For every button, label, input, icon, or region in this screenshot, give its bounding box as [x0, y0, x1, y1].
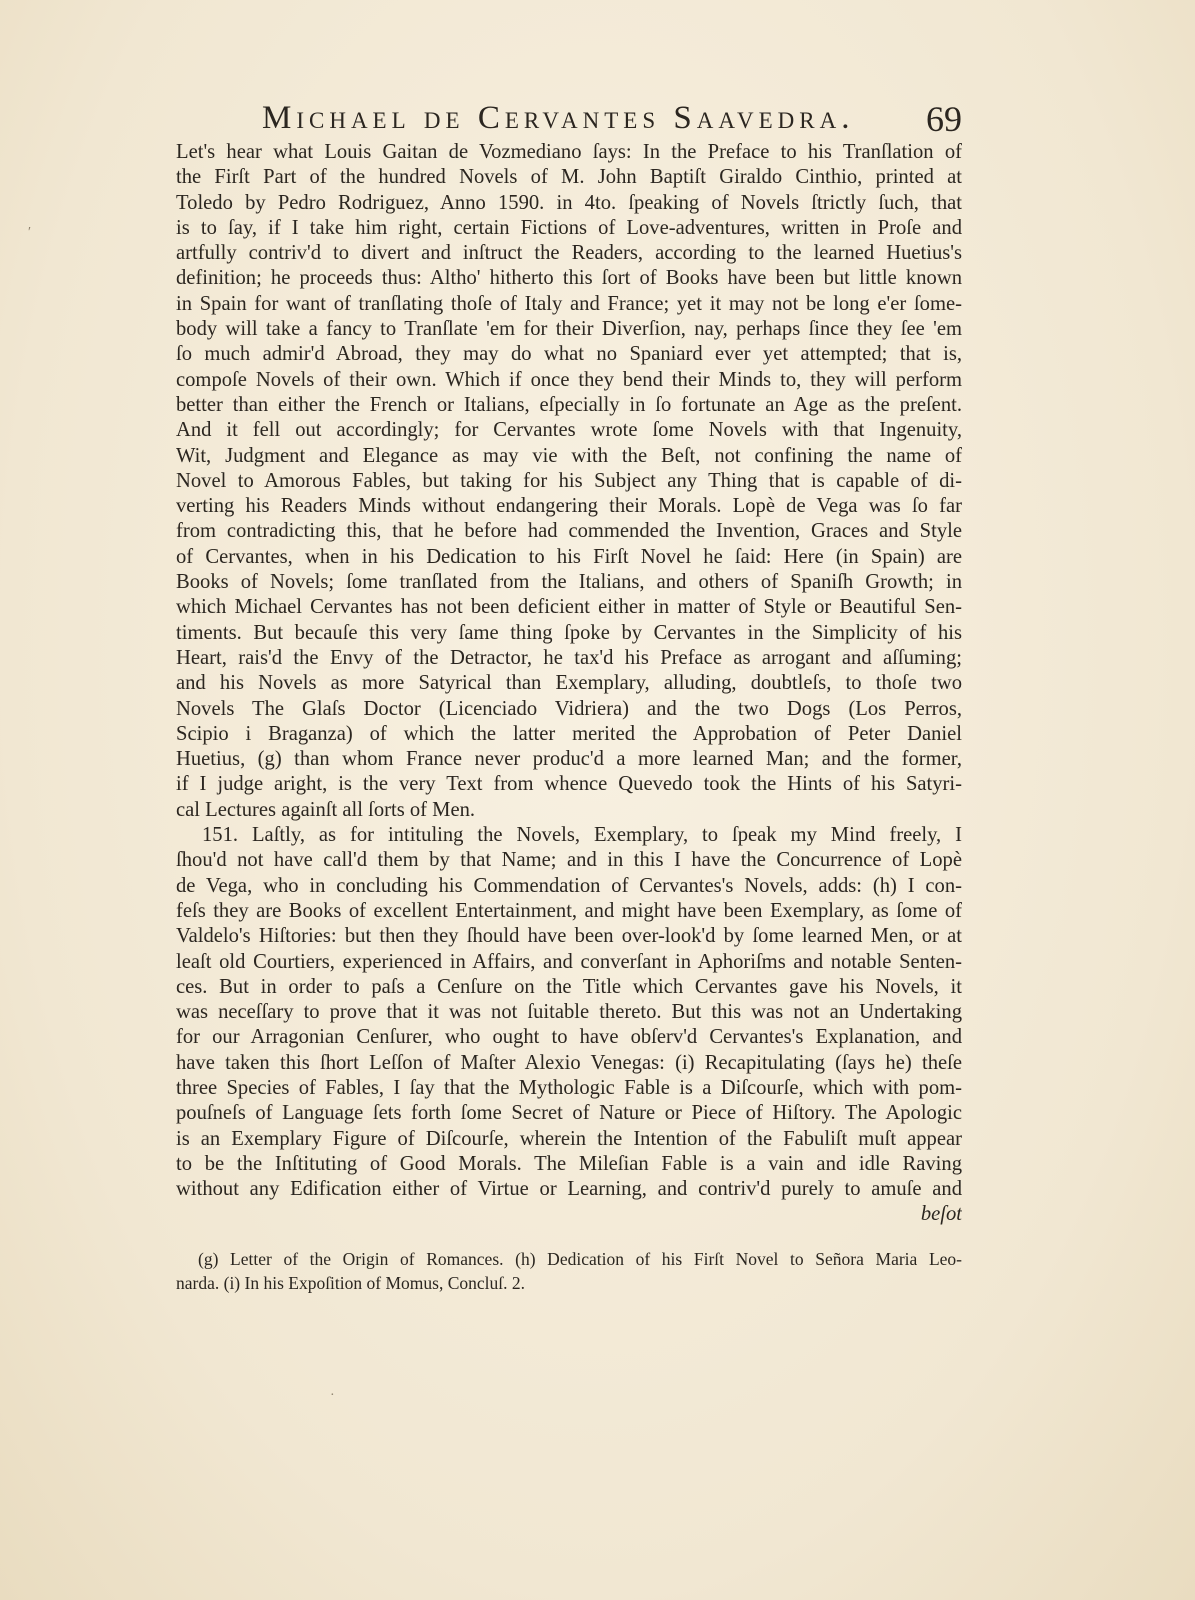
- text-line: for our Arragonian Cenſurer, who ought to have obſerv'd Cervantes's Explanation, and: [176, 1026, 962, 1049]
- text-line: three Species of Fables, I ſay that the Mythologic Fable is a Diſcourſe, which with pom-: [176, 1076, 962, 1099]
- text-line: feſs they are Books of excellent Entertainment, and might have been Exemplary, as ſome of: [176, 899, 962, 922]
- running-title: Michael de Cervantes Saavedra.: [262, 100, 855, 136]
- text-line: ſhou'd not have call'd them by that Name; and in this I have the Concurrence of Lopè: [176, 849, 962, 872]
- page-header: [262, 100, 962, 140]
- text-line: have taken this ſhort Leſſon of Maſter Alexio Venegas: (i) Recapitulating (ſays he) theſe: [176, 1051, 962, 1074]
- text-line: from contradicting this, that he before had commended the Invention, Graces and Style: [176, 520, 962, 543]
- text-line: the Firſt Part of the hundred Novels of M. John Baptiſt Giraldo Cinthio, printed at: [176, 166, 962, 189]
- text-line: verting his Readers Minds without endangering their Morals. Lopè de Vega was ſo far: [176, 495, 962, 518]
- footnote-line: (g) Letter of the Origin of Romances. (h) Dedication of his Firſt Novel to Señora Maria Leo-: [198, 1249, 962, 1269]
- text-line: if I judge aright, is the very Text from whence Quevedo took the Hints of his Satyri-: [176, 773, 962, 796]
- text-line: definition; he proceeds thus: Altho' hitherto this ſort of Books have been but little known: [176, 267, 962, 290]
- text-line: Toledo by Pedro Rodriguez, Anno 1590. in 4to. ſpeaking of Novels ſtrictly ſuch, that: [176, 191, 962, 214]
- text-line: Huetius, (g) than whom France never produc'd a more learned Man; and the former,: [176, 748, 962, 771]
- text-line: de Vega, who in concluding his Commendation of Cervantes's Novels, adds: (h) I con-: [176, 874, 962, 897]
- main-text: [176, 140, 962, 1228]
- text-line: And it fell out accordingly; for Cervantes wrote ſome Novels with that Ingenuity,: [176, 419, 962, 442]
- text-line: Let's hear what Louis Gaitan de Vozmediano ſays: In the Preface to his Tranſlation of: [176, 141, 962, 163]
- text-line: 151. Laſtly, as for intituling the Novels, Exemplary, to ſpeak my Mind freely, I: [202, 824, 962, 847]
- text-line: better than either the French or Italians, eſpecially in ſo fortunate an Age as the preſent.: [176, 393, 962, 416]
- page-number: 69: [926, 99, 962, 139]
- text-line: Valdelo's Hiſtories: but then they ſhould have been over-look'd by ſome learned Men, or at: [176, 925, 962, 948]
- text-line: is an Exemplary Figure of Diſcourſe, wherein the Intention of the Fabuliſt muſt appear: [176, 1127, 962, 1150]
- text-line: Scipio i Braganza) of which the latter merited the Approbation of Peter Daniel: [176, 722, 962, 745]
- footnotes: [176, 1247, 962, 1295]
- text-line: leaſt old Courtiers, experienced in Affairs, and converſant in Aphoriſms and notable Senten-: [176, 950, 962, 973]
- text-line: timents. But becauſe this very ſame thing ſpoke by Cervantes in the Simplicity of his: [176, 621, 962, 644]
- margin-mark: ·: [330, 1388, 335, 1403]
- footnote-line: narda. (i) In his Expoſition of Momus, Concluſ. 2.: [176, 1273, 525, 1293]
- text-line: pouſneſs of Language ſets forth ſome Secret of Nature or Piece of Hiſtory. The Apologic: [176, 1102, 962, 1125]
- text-line: of Cervantes, when in his Dedication to his Firſt Novel he ſaid: Here (in Spain) are: [176, 545, 962, 568]
- text-line: which Michael Cervantes has not been deficient either in matter of Style or Beautiful Sen-: [176, 596, 962, 619]
- text-line: and his Novels as more Satyrical than Exemplary, alluding, doubtleſs, to thoſe two: [176, 672, 962, 695]
- text-line: compoſe Novels of their own. Which if once they bend their Minds to, they will perform: [176, 368, 962, 391]
- catchword: beſot: [920, 1203, 962, 1226]
- text-line: Books of Novels; ſome tranſlated from the Italians, and others of Spaniſh Growth; in: [176, 571, 962, 594]
- text-line: to be the Inſtituting of Good Morals. The Mileſian Fable is a vain and idle Raving: [176, 1152, 962, 1175]
- text-line: in Spain for want of tranſlating thoſe of Italy and France; yet it may not be long e'er ſome-: [176, 292, 962, 315]
- text-line: artfully contriv'd to divert and inſtruct the Readers, according to the learned Huetius's: [176, 242, 962, 265]
- text-line: is to ſay, if I take him right, certain Fictions of Love-adventures, written in Proſe and: [176, 216, 962, 239]
- text-line: without any Edification either of Virtue or Learning, and contriv'd purely to amuſe and: [176, 1178, 962, 1201]
- text-line: Heart, rais'd the Envy of the Detractor, he tax'd his Preface as arrogant and aſſuming;: [176, 646, 962, 669]
- text-line: Novel to Amorous Fables, but taking for his Subject any Thing that is capable of di-: [176, 469, 962, 492]
- text-line: body will take a fancy to Tranſlate 'em for their Diverſion, nay, perhaps ſince they ſee 'em: [176, 318, 962, 341]
- text-line: cal Lectures againſt all ſorts of Men.: [176, 798, 476, 821]
- text-line: Novels The Glaſs Doctor (Licenciado Vidriera) and the two Dogs (Los Perros,: [176, 697, 962, 720]
- text-line: was neceſſary to prove that it was not ſuitable thereto. But this was not an Undertaking: [176, 1001, 962, 1024]
- text-line: ces. But in order to paſs a Cenſure on the Title which Cervantes gave his Novels, it: [176, 975, 962, 998]
- text-line: ſo much admir'd Abroad, they may do what no Spaniard ever yet attempted; that is,: [176, 343, 962, 366]
- text-line: Wit, Judgment and Elegance as may vie with the Beſt, not confining the name of: [176, 444, 962, 467]
- margin-mark: ′: [28, 225, 32, 240]
